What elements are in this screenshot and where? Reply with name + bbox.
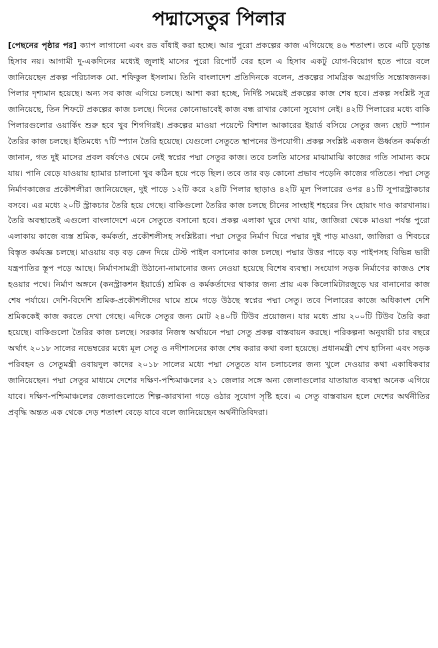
article-body [8, 38, 430, 421]
article-headline: পদ্মাসেতুর পিলার [152, 8, 286, 30]
continuation-marker: [পেছনের পৃষ্ঠার পর] [8, 40, 77, 50]
article-paragraph: ক্যাপ লাগানো এবং রড বাঁধাই করা হচ্ছে। আর পুরো প্রকল্পের কাজ এগিয়েছে ৪৬ শতাংশ। তবে এটি চূড়ান্ত হিসাব নয়। আগামী দু-একদিনের মধ্যেই জুলাই মাসের পুরো রিপোর্ট বের হলে এ হিসাব একটু যোগ-বিয়োগ হতে পারে বলে জানিয়েছেন প্রকল্প পরিচালক মো. শফিকুল ইসলাম। তিনি বাংলাদেশ প্রতিদিনকে বলেন, প্রকল্পের সামগ্রিক অগ্রগতি সন্তোষজনক। পিলার দৃশ্যমান হয়েছে। অন্য সব কাজ এগিয়ে চলছে। আশা করা হচ্ছে, নির্দিষ্ট সময়েই প্রকল্পের কাজ শেষ হবে। প্রকল্প সংশ্লিষ্ট সূত্র জানিয়েছে, তিন শিফটে প্রকল্পের কাজ চলছে। দিনের কোনোভাবেই কাজ বন্ধ রাখার কোনো সুযোগ নেই। ৪২টি পিলারের মধ্যে বাকি পিলারগুলোর ওয়ার্কিং শুরু হবে খুব শিগগিরই। প্রকল্পের মাওয়া পয়েন্টে বিশাল আকারের ইয়ার্ড বসিয়ে সেতুর জন্য ছোট স্প্যান তৈরির কাজ চলছে। ইতিমধ্যে ৭টি স্প্যান তৈরি হয়েছে। যেগুলো সেতুতে স্থাপনের উপযোগী। প্রকল্প সংশ্লিষ্ট একজন ঊর্ধ্বতন কর্মকর্তা জানান, গত দুই মাসের প্রবল বর্ষণেও থেমে নেই স্বপ্নের পদ্মা সেতুর কাজ। তবে চলতি মাসের মাঝামাঝি কাজের গতি সামান্য কমে যায়। পানি বেড়ে যাওয়ায় হ্যামার চালানো খুব কঠিন হয়ে পড়ে ছিল। তবে তার বড় কোনো প্রভাব পড়েনি কাজের গতিতে। পদ্মা সেতু নির্মাণকাজের প্রকৌশলীরা জানিয়েছেন, দুই পাড়ে ১২টি করে ২৪টি পিলার ছাড়াও ৪২টি মূল পিলারের ওপর ৪১টি সুপারস্ট্রাকচার বসবে। এর মধ্যে ২০টি স্ট্রাকচার তৈরি হয়ে গেছে। বাকিগুলো তৈরির কাজ চলছে চীনের সাংহাই শহরের সিং হোয়াং দাও কারখানায়। তৈরি অবস্থাতেই এগুলো বাংলাদেশে এনে সেতুতে বসানো হবে। প্রকল্প এলাকা ঘুরে দেখা যায়, জাজিরা থেকে মাওয়া পর্যন্ত পুরো এলাকায় কাজে ব্যস্ত শ্রমিক, কর্মকর্তা, প্রকৌশলীসহ সংশ্লিষ্টরা। পদ্মা সেতুর নির্মাণ ঘিরে পদ্মার দুই পাড় মাওয়া, জাজিরা ও শিবচরে বিস্তৃত কর্মযজ্ঞ চলছে। মাওয়ায় বড় বড় ক্রেন দিয়ে টেস্ট পাইল বসানোর কাজ চলছে। পদ্মার উত্তর পাড়ে বড় পাইপসহ বিভিন্ন ভারী যন্ত্রপাতির স্তূপ পড়ে আছে। নির্মাণসামগ্রী উঠানো-নামানোর জন্য নেওয়া হয়েছে বিশেষ ব্যবস্থা। সংযোগ সড়ক নির্মাণের কাজও শেষ হওয়ার পথে। নির্মাণ অঙ্গনে (কনস্ট্রাকশন ইয়ার্ডে) শ্রমিক ও কর্মকর্তাদের থাকার জন্য প্রায় এক কিলোমিটারজুড়ে ঘর বানানোর কাজ শেষ পর্যায়ে। দেশি-বিদেশি শ্রমিক-প্রকৌশলীদের ঘামে শ্রমে গড়ে উঠছে স্বপ্নের পদ্মা সেতু। তবে পিলারের কাজে অধিকাংশ দেশি শ্রমিককেই কাজ করতে দেখা গেছে। এদিকে সেতুর জন্য মোট ২৪০টি টিউব প্রয়োজন। যার মধ্যে প্রায় ২০০টি টিউব তৈরি করা হয়েছে। বাকিগুলো তৈরির কাজ চলছে। সরকার নিজস্ব অর্থায়নে পদ্মা সেতু প্রকল্প বাস্তবায়ন করছে। পরিকল্পনা অনুযায়ী চার বছরে অর্থাৎ ২০১৮ সালের নভেম্বরের মধ্যে মূল সেতু ও নদীশাসনের কাজ শেষ করার কথা বলা হয়েছে। প্রধানমন্ত্রী শেখ হাসিনা এবং সড়ক পরিবহন ও সেতুমন্ত্রী ওবায়দুল কাদের ২০১৮ সালের মধ্যে পদ্মা সেতুতে যান চলাচলের জন্য খুলে দেওয়ার কথা একাধিকবার জানিয়েছেন। পদ্মা সেতুর মাধ্যমে দেশের দক্ষিণ-পশ্চিমাঞ্চলের ২১ জেলার সঙ্গে অন্য জেলাগুলোর যাতায়াত ব্যবস্থা অনেক এগিয়ে যাবে। দক্ষিণ-পশ্চিমাঞ্চলের জেলাগুলোতে শিল্প-কারখানা গড়ে ওঠার সুযোগ সৃষ্টি হবে। এ সেতু বাস্তবায়ন হলে দেশের অর্থনীতির প্রবৃদ্ধি অন্তত এক থেকে দেড় শতাংশ বেড়ে যাবে বলে জানিয়েছেন অর্থনীতিবিদরা। [8, 40, 430, 417]
